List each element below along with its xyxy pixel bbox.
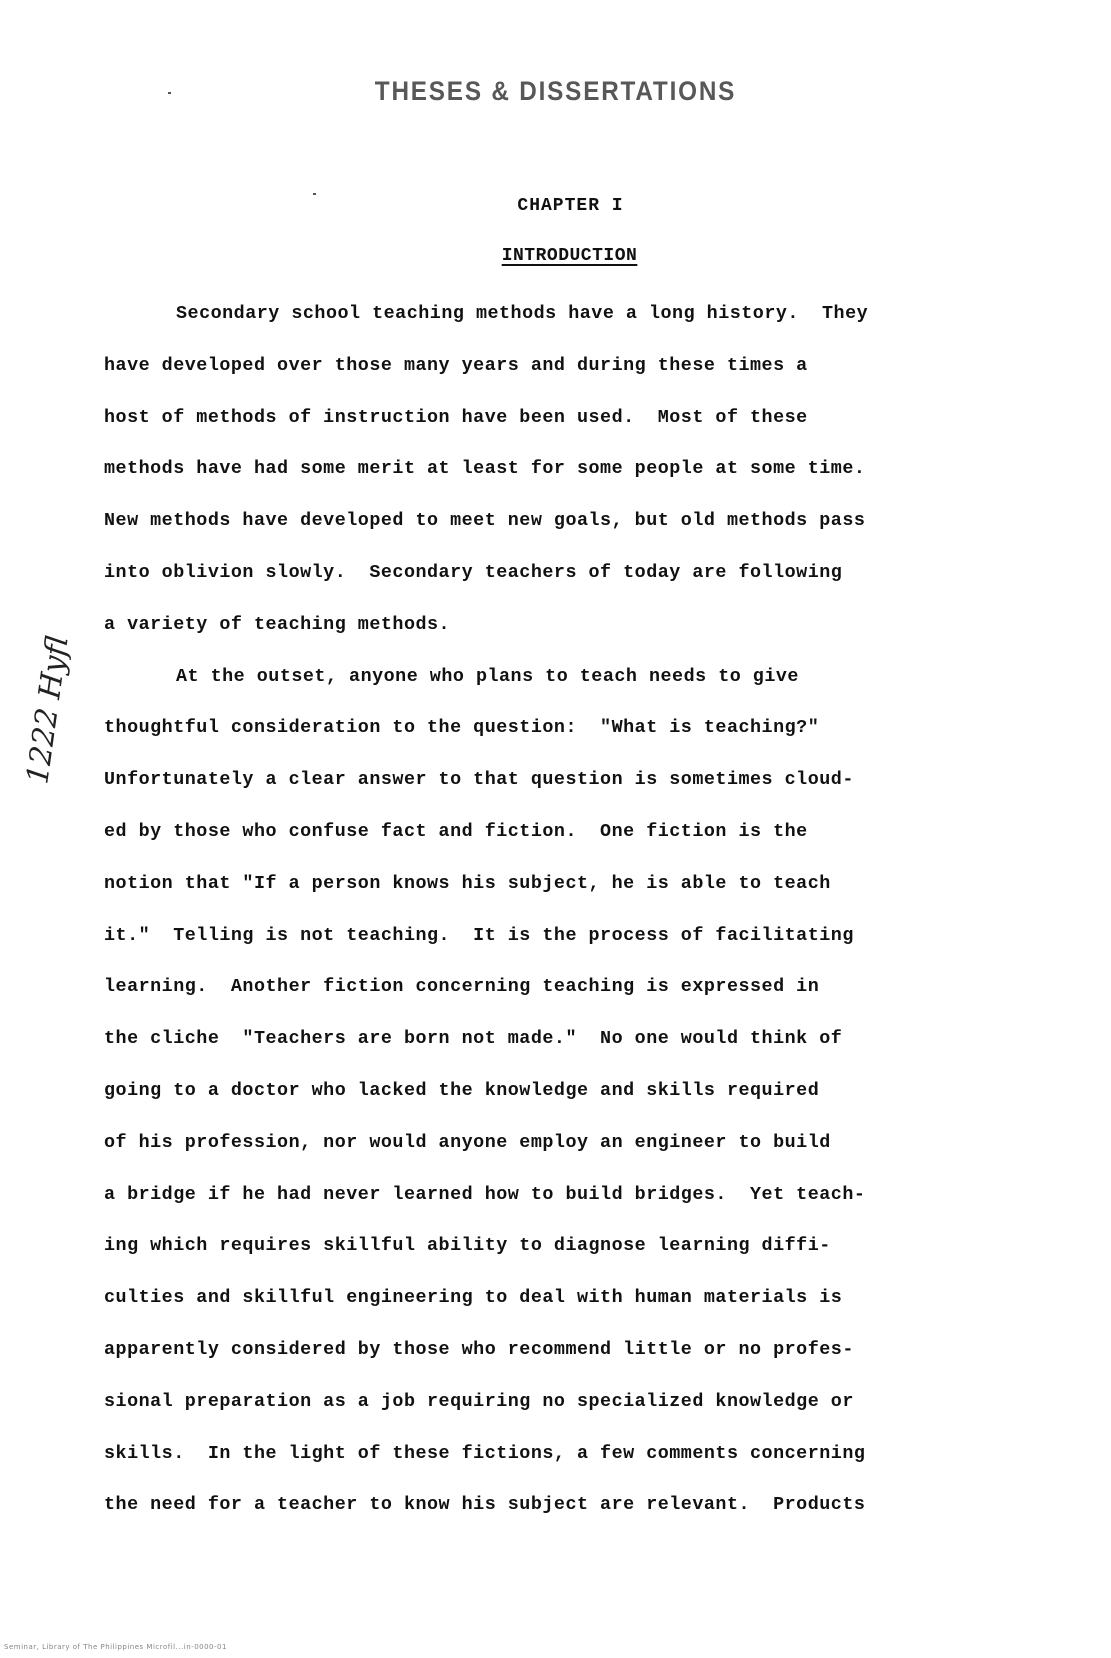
chapter-title [0, 246, 1111, 266]
text-line: it." Telling is not teaching. It is the process of facilitating [104, 924, 854, 946]
text-line: sional preparation as a job requiring no specialized knowledge or [104, 1390, 854, 1412]
text-line: a bridge if he had never learned how to build bridges. Yet teach- [104, 1183, 866, 1205]
text-line: skills. In the light of these fictions, a few comments concerning [104, 1442, 866, 1464]
chapter-number: CHAPTER I [517, 196, 624, 216]
text-line: a variety of teaching methods. [104, 613, 451, 635]
text-line: host of methods of instruction have been used. Most of these [104, 406, 808, 428]
text-line: notion that "If a person knows his subject, he is able to teach [104, 872, 831, 894]
text-line: Secondary school teaching methods have a long history. They [176, 303, 869, 324]
text-line: the cliche "Teachers are born not made." No one would think of [104, 1028, 843, 1050]
text-line: At the outset, anyone who plans to teach needs to give [176, 665, 799, 687]
text-line: have developed over those many years and during these times a [104, 354, 808, 376]
scan-speck [313, 193, 316, 195]
text-line: into oblivion slowly. Secondary teachers of today are following [104, 561, 843, 583]
text-line: of his profession, nor would anyone employ an engineer to build [104, 1131, 831, 1153]
body-text [104, 288, 1034, 1531]
margin-note-text: 1222 Hyfl [20, 633, 76, 787]
text-line: New methods have developed to meet new goals, but old methods pass [104, 510, 866, 532]
text-line: Unfortunately a clear answer to that question is sometimes cloud- [104, 769, 854, 791]
handwritten-margin-note [8, 610, 88, 810]
text-line: methods have had some merit at least for some people at some time. [104, 458, 866, 480]
theses-dissertations-stamp: THESES & DISSERTATIONS [374, 76, 737, 106]
chapter-title-text: INTRODUCTION [501, 246, 638, 266]
scan-speck [168, 92, 171, 94]
text-line: going to a doctor who lacked the knowledge and skills required [104, 1079, 820, 1101]
scan-footer: Seminar, Library of The Philippines Microfil...in-0000-01 [4, 1643, 227, 1651]
text-line: ing which requires skillful ability to diagnose learning diffi- [104, 1235, 831, 1257]
text-line: learning. Another fiction concerning teaching is expressed in [104, 976, 820, 998]
text-line: the need for a teacher to know his subject are relevant. Products [104, 1494, 866, 1516]
text-line: thoughtful consideration to the question: "What is teaching?" [104, 717, 820, 739]
text-line: apparently considered by those who recommend little or no profes- [104, 1338, 854, 1360]
text-line: culties and skillful engineering to deal with human materials is [104, 1287, 843, 1309]
text-line: ed by those who confuse fact and fiction. One fiction is the [104, 820, 808, 842]
